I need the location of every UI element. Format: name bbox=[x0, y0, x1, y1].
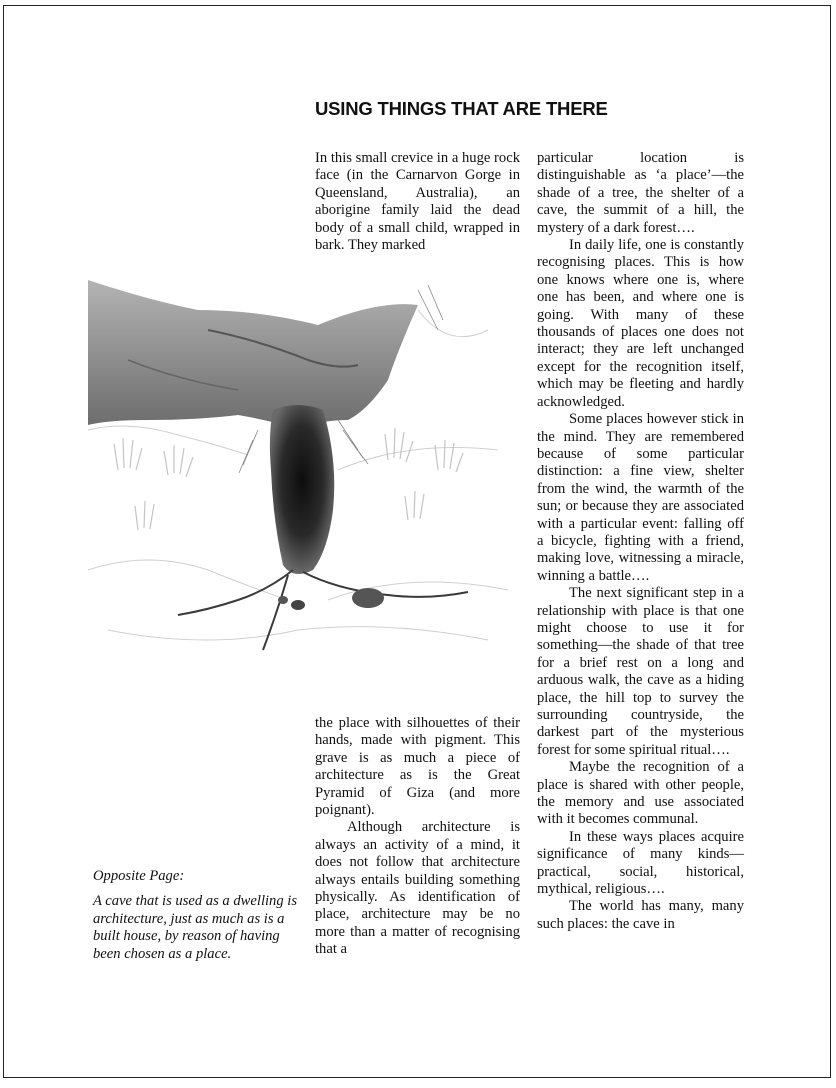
caption-text: A cave that is used as a dwelling is architecture, just as much as is a built house, by reason of having been chosen as a place. bbox=[93, 893, 298, 962]
paragraph: the place with silhouettes of their hands, made with pigment. This grave is as much a piece of architecture as is the Great Pyramid of Giza (and more poignant). bbox=[315, 715, 520, 819]
paragraph: Although architecture is always an activity of a mind, it does not follow that architecture always entails building something physically. As identification of place, architecture may be no more than a matter of recognising that a bbox=[315, 819, 520, 958]
paragraph: Maybe the recognition of a place is shared with other people, the memory and use associated with it becomes communal. bbox=[537, 759, 744, 828]
text-column-left-top bbox=[315, 150, 520, 254]
cave-crevice-sketch-icon bbox=[88, 270, 510, 688]
paragraph: Some places however stick in the mind. They are remembered because of some particular distinction: a fine view, shelter from the wind, the warmth of the sun; or because they are associated with a particular event: falling off a bicycle, fighting with a friend, making love, witnessing a miracle, winning a battle…. bbox=[537, 411, 744, 584]
caption-label: Opposite Page: bbox=[93, 868, 185, 884]
paragraph: The next significant step in a relationship with place is that one might choose to use it for something—the shade of that tree for a brief rest on a long and arduous walk, the cave as a hiding place, the hill top to survey the surrounding countryside, the darkest part of the mysterious forest for some spiritual ritual…. bbox=[537, 585, 744, 758]
paragraph: In this small crevice in a huge rock face (in the Carnarvon Gorge in Queensland, Australia), an aborigine family laid the dead body of a small child, wrapped in bark. They marked bbox=[315, 150, 520, 254]
paragraph: In daily life, one is constantly recognising places. This is how one knows where one is, where one has been, and where one is going. With many of these thousands of places one does not interact; they are left unchanged except for the recognition itself, which may be fleeting and hardly acknowledged. bbox=[537, 237, 744, 410]
page-heading: USING THINGS THAT ARE THERE bbox=[315, 98, 608, 119]
paragraph: particular location is distinguishable as ‘a place’—the shade of a tree, the shelter of a cave, the summit of a hill, the mystery of a dark forest…. bbox=[537, 150, 744, 236]
paragraph: The world has many, many such places: the cave in bbox=[537, 898, 744, 932]
text-column-left-bottom bbox=[315, 715, 520, 959]
figure-caption bbox=[93, 868, 301, 963]
paragraph: In these ways places acquire significance of many kinds—practical, social, historical, mythical, religious…. bbox=[537, 828, 744, 898]
text-column-right bbox=[537, 150, 744, 933]
